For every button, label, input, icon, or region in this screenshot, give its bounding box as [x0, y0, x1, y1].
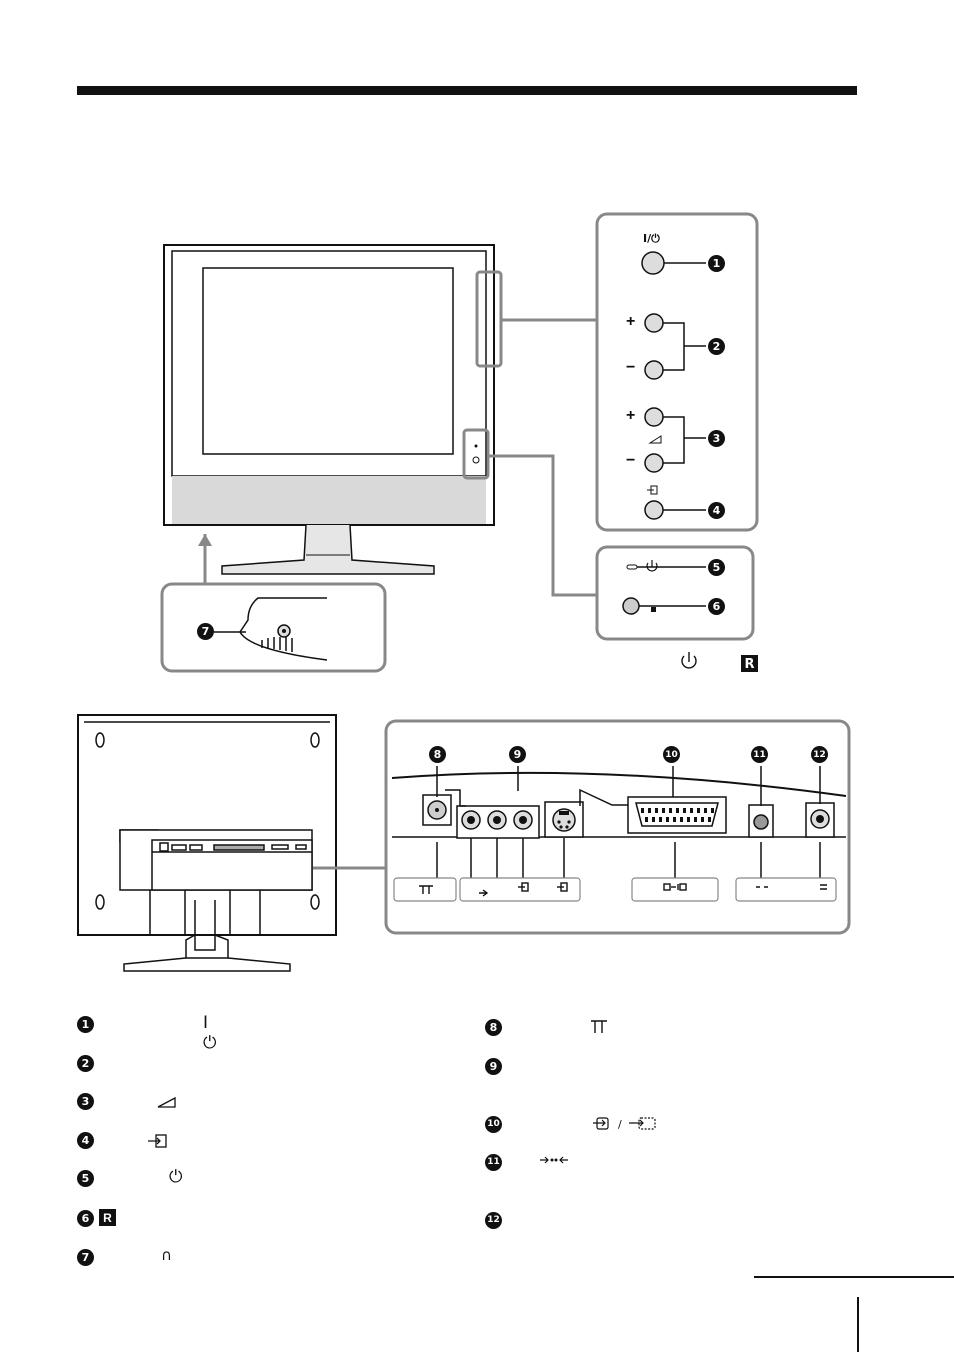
av-audio-left-jack[interactable]: [488, 811, 506, 829]
program-plus-label: +: [626, 313, 636, 330]
callout-10: 10: [663, 746, 680, 763]
legend-item-8: [485, 1014, 502, 1040]
legend-num-9: 9: [485, 1058, 502, 1075]
legend-num-2: 2: [77, 1055, 94, 1072]
program-plus-button[interactable]: [645, 314, 663, 332]
tv-rear-view: [78, 715, 336, 971]
legend-num-6: 6: [77, 1210, 94, 1227]
callout-2: 2: [708, 338, 725, 355]
legend-item-2: [77, 1050, 94, 1076]
power-button[interactable]: [642, 252, 664, 274]
callout-3: 3: [708, 430, 725, 447]
program-minus-button[interactable]: [645, 361, 663, 379]
antenna-icon: [589, 1019, 609, 1035]
legend-num-7: 7: [77, 1249, 94, 1266]
headphone-jack: [282, 629, 286, 633]
legend-num-1: 1: [77, 1016, 94, 1033]
caption-remote-icon: [741, 655, 758, 672]
legend-num-4: 4: [77, 1132, 94, 1149]
power-switch-icon: I ⏻: [203, 1013, 217, 1053]
legend-item-11: [485, 1149, 502, 1175]
legend-item-5: [77, 1165, 183, 1191]
callout-7: 7: [197, 623, 214, 640]
program-minus-label: −: [626, 359, 636, 376]
power-symbol-label: I/⏻: [643, 232, 660, 245]
remote-sensor-icon: R: [99, 1209, 116, 1226]
av-audio-right-jack[interactable]: [514, 811, 532, 829]
callout-8: 8: [429, 746, 446, 763]
dc-in-connector[interactable]: [749, 805, 773, 837]
av-video-jack[interactable]: [462, 811, 480, 829]
legend-item-12: [485, 1207, 502, 1233]
legend-item-6: [77, 1205, 112, 1231]
volume-plus-label: +: [626, 407, 636, 424]
legend-item-10: [485, 1111, 622, 1137]
volume-minus-button[interactable]: [645, 454, 663, 472]
input-select-button[interactable]: [645, 501, 663, 519]
legend-num-8: 8: [485, 1019, 502, 1036]
legend-item-7: [77, 1244, 172, 1270]
legend-num-10: 10: [485, 1116, 502, 1133]
standby-indicator-icon: ⏻: [169, 1167, 183, 1187]
s-video-jack[interactable]: [545, 802, 583, 837]
headphones-icon: ∩: [161, 1246, 172, 1264]
volume-minus-label: −: [626, 452, 636, 469]
legend-item-9: [485, 1053, 502, 1079]
callout-1: 1: [708, 255, 725, 272]
side-headphone-panel: [162, 584, 385, 671]
svg-text:R: R: [744, 657, 755, 672]
callout-4: 4: [708, 502, 725, 519]
callout-9: 9: [509, 746, 526, 763]
antenna-connector[interactable]: [423, 795, 451, 825]
legend-num-12: 12: [485, 1212, 502, 1229]
callout-11: 11: [751, 746, 768, 763]
scart-icon: [591, 1115, 661, 1133]
standby-led: [627, 565, 637, 569]
volume-icon: [157, 1095, 177, 1109]
svg-text:/: /: [618, 1118, 622, 1131]
callout-6: 6: [708, 598, 725, 615]
remote-sensor: [623, 598, 639, 614]
callout-12: 12: [811, 746, 828, 763]
legend-num-3: 3: [77, 1093, 94, 1110]
tv-front-view: [164, 245, 494, 574]
front-button-panel: [597, 214, 757, 530]
indicator-panel: [597, 547, 753, 639]
legend-item-1: [77, 1011, 217, 1053]
legend-num-5: 5: [77, 1170, 94, 1187]
page-margin-bar: [857, 1297, 859, 1352]
callout-5: 5: [708, 559, 725, 576]
volume-plus-button[interactable]: [645, 408, 663, 426]
legend-item-4: [77, 1127, 94, 1153]
rear-jack-12[interactable]: [806, 803, 834, 837]
dc-in-icon: [539, 1154, 569, 1166]
scart-connector[interactable]: [628, 797, 726, 833]
legend-num-11: 11: [485, 1154, 502, 1171]
footer-rule: [754, 1276, 954, 1278]
caption-standby-icon: [682, 652, 696, 668]
input-select-icon: [147, 1133, 169, 1149]
legend-item-3: [77, 1088, 94, 1114]
